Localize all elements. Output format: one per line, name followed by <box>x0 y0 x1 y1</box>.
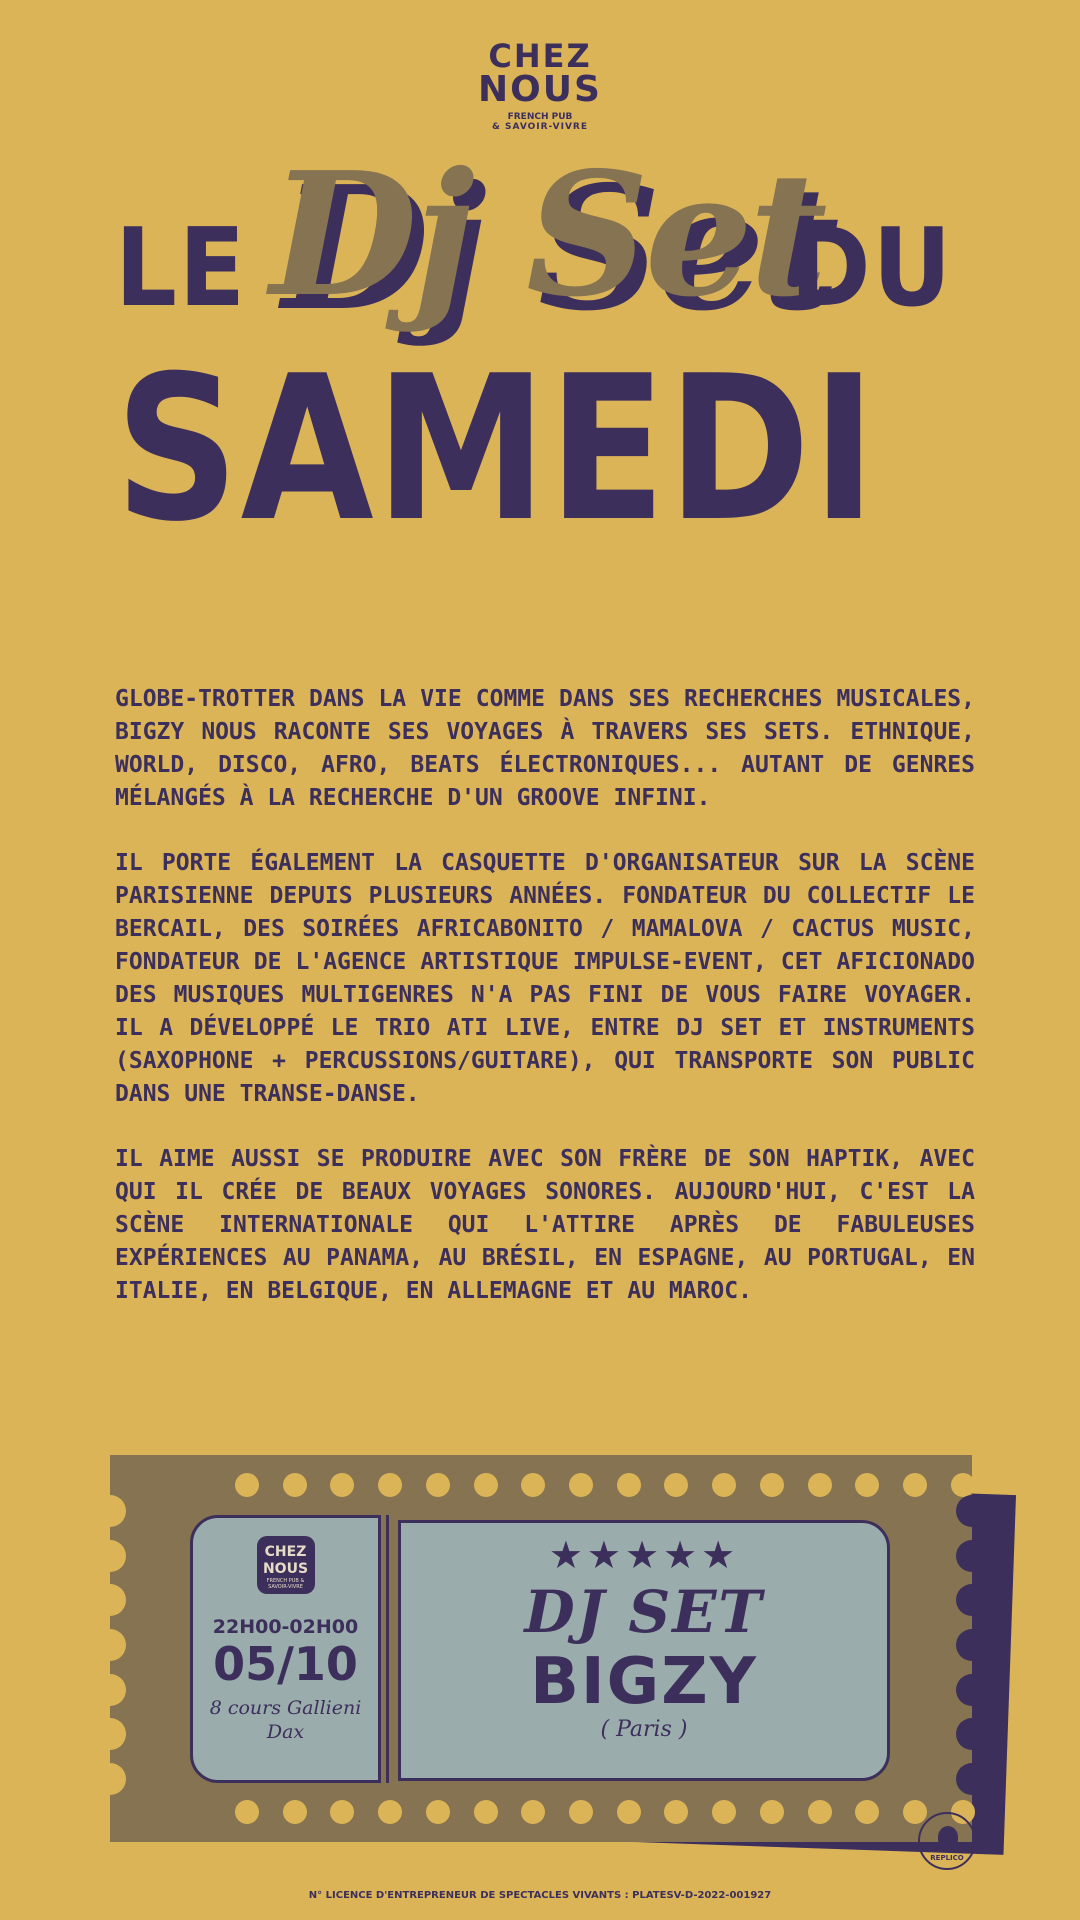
address-city: Dax <box>266 1721 305 1743</box>
ticket-main-panel <box>398 1520 890 1781</box>
title-le: LE <box>115 206 247 331</box>
event-time: 22H00-02H00 <box>212 1616 359 1638</box>
event-address <box>193 1696 378 1744</box>
address-street: 8 cours Gallieni <box>209 1697 362 1719</box>
logo-chez: CHEZ <box>488 37 592 75</box>
ticket-holes-bottom <box>235 1800 975 1824</box>
star-rating: ★★★★★ <box>548 1533 740 1577</box>
artist-name: BIGZY <box>530 1645 758 1719</box>
bio-paragraph-2: IL PORTE ÉGALEMENT LA CASQUETTE D'ORGANISATEUR SUR LA SCÈNE PARISIENNE DEPUIS PLUSIEURS ANNÉES. FONDATEUR DU COLLECTIF LE BERCAIL, DES SOIRÉES AFRICABONITO / MAMALOVA / CACTUS MUSIC, FONDATEUR DE L'AGENCE ARTISTIQUE IMPULSE-EVENT, CET AFICIONADO DES MUSIQUES MULTIGENRES N'A PAS FINI DE VOUS FAIRE VOYAGER. IL A DÉVELOPPÉ LE TRIO ATI LIVE, ENTRE DJ SET ET INSTRUMENTS (SAXOPHONE + PERCUSSIONS/GUITARE), QUI TRANSPORTE SON PUBLIC DANS UNE TRANSE-DANSE. <box>115 850 975 1107</box>
bio-paragraph-3: IL AIME AUSSI SE PRODUIRE AVEC SON FRÈRE DE SON HAPTIK, AVEC QUI IL CRÉE DE BEAUX VOYAGES SONORES. AUJOURD'HUI, C'EST LA SCÈNE INTERNATIONALE QUI L'ATTIRE APRÈS DE FABULEUSES EXPÉRIENCES AU PANAMA, AU BRÉSIL, EN ESPAGNE, AU PORTUGAL, EN ITALIE, EN BELGIQUE, EN ALLEMAGNE ET AU MAROC. <box>115 1146 975 1304</box>
stub-logo-chez: CHEZ <box>264 1544 307 1560</box>
ticket-stub <box>190 1515 381 1783</box>
artist-bio <box>115 683 975 1340</box>
artist-city: ( Paris ) <box>600 1717 688 1742</box>
ticket-edge-right <box>956 1495 988 1795</box>
stub-logo-badge <box>257 1536 315 1594</box>
license-footer: N° LICENCE D'ENTREPRENEUR DE SPECTACLES VIVANTS : PLATESV-D-2022-001927 <box>308 1890 772 1901</box>
logo-tagline-2: & SAVOIR-VIVRE <box>492 122 588 132</box>
chez-nous-logo <box>460 37 620 132</box>
ticket-holes-top <box>235 1473 975 1497</box>
logo-nous: NOUS <box>478 69 602 110</box>
event-type: DJ SET <box>524 1578 764 1646</box>
replico-stamp-icon <box>918 1812 976 1870</box>
title-dj-set: Dj Set <box>270 135 824 335</box>
ticket-divider <box>386 1515 389 1783</box>
ticket-edge-left <box>94 1495 126 1795</box>
logo-tagline-1: FRENCH PUB <box>507 112 573 122</box>
bio-paragraph-1: GLOBE-TROTTER DANS LA VIE COMME DANS SES RECHERCHES MUSICALES, BIGZY NOUS RACONTE SES VOYAGES À TRAVERS SES SETS. ETHNIQUE, WORLD, DISCO, AFRO, BEATS ÉLECTRONIQUES... AUTANT DE GENRES MÉLANGÉS À LA RECHERCHE D'UN GROOVE INFINI. <box>115 686 975 811</box>
title-du: DU <box>790 206 954 331</box>
event-date: 05/10 <box>213 1637 358 1691</box>
stamp-label: REPLICO <box>930 1854 964 1862</box>
stub-logo-nous: NOUS <box>262 1561 309 1577</box>
stub-logo-tagline: FRENCH PUB & SAVOIR-VIVRE <box>266 1578 305 1590</box>
title-samedi: SAMEDI <box>115 333 878 566</box>
